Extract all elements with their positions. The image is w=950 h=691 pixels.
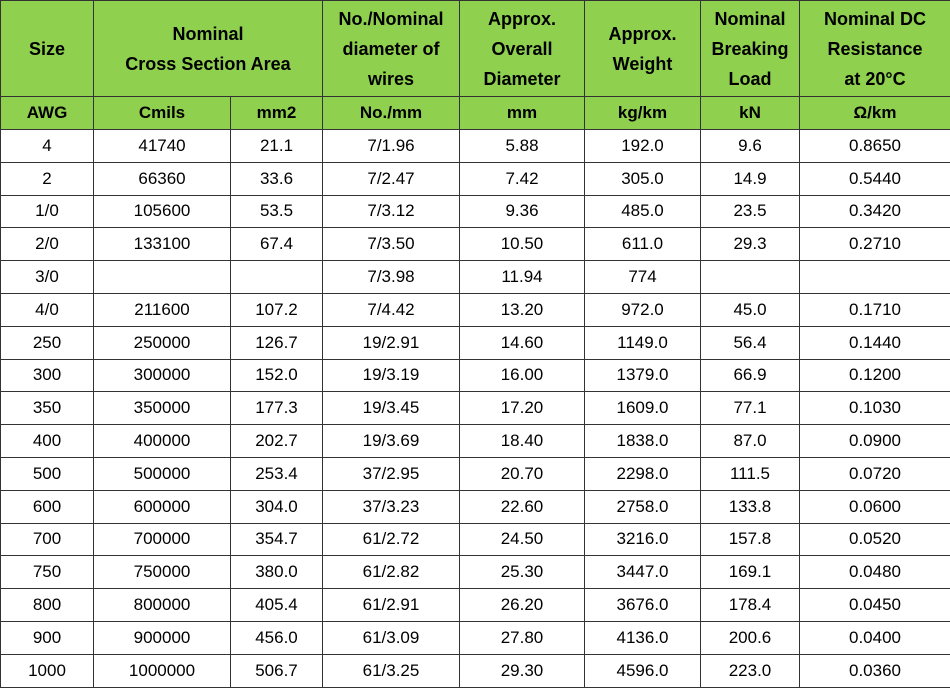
diameter-cell: 29.30 bbox=[460, 654, 585, 687]
size-cell: 600 bbox=[1, 490, 94, 523]
weight-cell: 1838.0 bbox=[585, 425, 701, 458]
table-row bbox=[1, 589, 950, 622]
resistance-cell: 0.1440 bbox=[800, 326, 950, 359]
mm2-cell: 67.4 bbox=[231, 228, 323, 261]
header-wires-line: wires bbox=[367, 68, 415, 89]
cmils-cell: 133100 bbox=[94, 228, 231, 261]
unit-mm: mm bbox=[460, 97, 585, 130]
wires-cell: 7/3.12 bbox=[323, 195, 460, 228]
diameter-cell: 17.20 bbox=[460, 392, 585, 425]
unit-kg-km: kg/km bbox=[585, 97, 701, 130]
mm2-cell: 33.6 bbox=[231, 162, 323, 195]
breaking-load-cell: 223.0 bbox=[701, 654, 800, 687]
mm2-cell: 126.7 bbox=[231, 326, 323, 359]
wires-cell: 37/3.23 bbox=[323, 490, 460, 523]
table-row bbox=[1, 195, 950, 228]
header-diameter-line: Overall bbox=[491, 38, 553, 59]
unit-kn: kN bbox=[701, 97, 800, 130]
resistance-cell: 0.0720 bbox=[800, 457, 950, 490]
header-row-units bbox=[1, 97, 950, 130]
resistance-cell: 0.0400 bbox=[800, 621, 950, 654]
size-cell: 1000 bbox=[1, 654, 94, 687]
header-cross-section bbox=[94, 1, 323, 97]
header-row-titles bbox=[1, 1, 950, 97]
size-cell: 300 bbox=[1, 359, 94, 392]
cmils-cell: 700000 bbox=[94, 523, 231, 556]
mm2-cell: 380.0 bbox=[231, 556, 323, 589]
resistance-cell: 0.1030 bbox=[800, 392, 950, 425]
header-breaking-line: Load bbox=[728, 68, 772, 89]
weight-cell: 1609.0 bbox=[585, 392, 701, 425]
weight-cell: 1379.0 bbox=[585, 359, 701, 392]
header-weight bbox=[585, 1, 701, 97]
weight-cell: 305.0 bbox=[585, 162, 701, 195]
table-row bbox=[1, 392, 950, 425]
resistance-cell bbox=[800, 261, 950, 294]
diameter-cell: 11.94 bbox=[460, 261, 585, 294]
breaking-load-cell: 200.6 bbox=[701, 621, 800, 654]
wires-cell: 7/2.47 bbox=[323, 162, 460, 195]
resistance-cell: 0.0520 bbox=[800, 523, 950, 556]
size-cell: 2 bbox=[1, 162, 94, 195]
table-row bbox=[1, 162, 950, 195]
breaking-load-cell: 45.0 bbox=[701, 293, 800, 326]
wires-cell: 61/2.82 bbox=[323, 556, 460, 589]
header-wires bbox=[323, 1, 460, 97]
cmils-cell: 105600 bbox=[94, 195, 231, 228]
mm2-cell: 304.0 bbox=[231, 490, 323, 523]
diameter-cell: 26.20 bbox=[460, 589, 585, 622]
cmils-cell: 250000 bbox=[94, 326, 231, 359]
diameter-cell: 27.80 bbox=[460, 621, 585, 654]
resistance-cell: 0.0480 bbox=[800, 556, 950, 589]
diameter-cell: 10.50 bbox=[460, 228, 585, 261]
table-row bbox=[1, 654, 950, 687]
resistance-cell: 0.5440 bbox=[800, 162, 950, 195]
header-wires-line: No./Nominal bbox=[338, 8, 444, 29]
breaking-load-cell: 29.3 bbox=[701, 228, 800, 261]
diameter-cell: 13.20 bbox=[460, 293, 585, 326]
weight-cell: 485.0 bbox=[585, 195, 701, 228]
breaking-load-cell: 77.1 bbox=[701, 392, 800, 425]
diameter-cell: 5.88 bbox=[460, 130, 585, 163]
resistance-cell: 0.3420 bbox=[800, 195, 950, 228]
header-breaking-line: Nominal bbox=[714, 8, 786, 29]
header-resistance-line: at 20°C bbox=[844, 68, 906, 89]
header-diameter-line: Diameter bbox=[483, 68, 561, 89]
cmils-cell: 400000 bbox=[94, 425, 231, 458]
resistance-cell: 0.0600 bbox=[800, 490, 950, 523]
weight-cell: 774 bbox=[585, 261, 701, 294]
mm2-cell: 354.7 bbox=[231, 523, 323, 556]
size-cell: 800 bbox=[1, 589, 94, 622]
wires-cell: 7/1.96 bbox=[323, 130, 460, 163]
table-row bbox=[1, 359, 950, 392]
table-row bbox=[1, 326, 950, 359]
header-diameter-line: Approx. bbox=[487, 8, 556, 29]
wires-cell: 61/3.25 bbox=[323, 654, 460, 687]
resistance-cell: 0.1200 bbox=[800, 359, 950, 392]
header-resistance-line: Resistance bbox=[827, 38, 923, 59]
breaking-load-cell: 66.9 bbox=[701, 359, 800, 392]
mm2-cell: 456.0 bbox=[231, 621, 323, 654]
weight-cell: 1149.0 bbox=[585, 326, 701, 359]
breaking-load-cell: 23.5 bbox=[701, 195, 800, 228]
mm2-cell: 53.5 bbox=[231, 195, 323, 228]
header-breaking-load bbox=[701, 1, 800, 97]
weight-cell: 4596.0 bbox=[585, 654, 701, 687]
table-row bbox=[1, 490, 950, 523]
unit-awg: AWG bbox=[1, 97, 94, 130]
wires-cell: 19/2.91 bbox=[323, 326, 460, 359]
breaking-load-cell: 133.8 bbox=[701, 490, 800, 523]
table-row bbox=[1, 293, 950, 326]
header-breaking-line: Breaking bbox=[711, 38, 789, 59]
weight-cell: 192.0 bbox=[585, 130, 701, 163]
resistance-cell: 0.8650 bbox=[800, 130, 950, 163]
table-row bbox=[1, 130, 950, 163]
weight-cell: 611.0 bbox=[585, 228, 701, 261]
header-wires-line: diameter of bbox=[342, 38, 440, 59]
table-body bbox=[1, 130, 950, 688]
size-cell: 2/0 bbox=[1, 228, 94, 261]
size-cell: 3/0 bbox=[1, 261, 94, 294]
diameter-cell: 22.60 bbox=[460, 490, 585, 523]
size-cell: 1/0 bbox=[1, 195, 94, 228]
size-cell: 900 bbox=[1, 621, 94, 654]
breaking-load-cell: 169.1 bbox=[701, 556, 800, 589]
unit-mm2: mm2 bbox=[231, 97, 323, 130]
wires-cell: 7/4.42 bbox=[323, 293, 460, 326]
size-cell: 4 bbox=[1, 130, 94, 163]
breaking-load-cell: 9.6 bbox=[701, 130, 800, 163]
table-row bbox=[1, 261, 950, 294]
header-weight-line: Weight bbox=[612, 53, 673, 74]
weight-cell: 3447.0 bbox=[585, 556, 701, 589]
wires-cell: 19/3.69 bbox=[323, 425, 460, 458]
wires-cell: 7/3.98 bbox=[323, 261, 460, 294]
cmils-cell: 1000000 bbox=[94, 654, 231, 687]
breaking-load-cell: 111.5 bbox=[701, 457, 800, 490]
cmils-cell: 350000 bbox=[94, 392, 231, 425]
breaking-load-cell: 178.4 bbox=[701, 589, 800, 622]
mm2-cell: 177.3 bbox=[231, 392, 323, 425]
breaking-load-cell: 56.4 bbox=[701, 326, 800, 359]
table-row bbox=[1, 621, 950, 654]
size-cell: 250 bbox=[1, 326, 94, 359]
mm2-cell: 506.7 bbox=[231, 654, 323, 687]
weight-cell: 972.0 bbox=[585, 293, 701, 326]
table-row bbox=[1, 523, 950, 556]
resistance-cell: 0.0900 bbox=[800, 425, 950, 458]
diameter-cell: 7.42 bbox=[460, 162, 585, 195]
header-resistance bbox=[800, 1, 950, 97]
cmils-cell: 900000 bbox=[94, 621, 231, 654]
resistance-cell: 0.0360 bbox=[800, 654, 950, 687]
cmils-cell: 750000 bbox=[94, 556, 231, 589]
resistance-cell: 0.0450 bbox=[800, 589, 950, 622]
table-row bbox=[1, 556, 950, 589]
breaking-load-cell bbox=[701, 261, 800, 294]
breaking-load-cell: 87.0 bbox=[701, 425, 800, 458]
header-size: Size bbox=[1, 1, 94, 97]
size-cell: 500 bbox=[1, 457, 94, 490]
size-cell: 750 bbox=[1, 556, 94, 589]
wires-cell: 61/2.91 bbox=[323, 589, 460, 622]
size-cell: 700 bbox=[1, 523, 94, 556]
mm2-cell: 152.0 bbox=[231, 359, 323, 392]
size-cell: 400 bbox=[1, 425, 94, 458]
cmils-cell: 211600 bbox=[94, 293, 231, 326]
cmils-cell: 500000 bbox=[94, 457, 231, 490]
header-weight-line: Approx. bbox=[608, 23, 677, 44]
cmils-cell: 300000 bbox=[94, 359, 231, 392]
wires-cell: 37/2.95 bbox=[323, 457, 460, 490]
cmils-cell: 66360 bbox=[94, 162, 231, 195]
weight-cell: 4136.0 bbox=[585, 621, 701, 654]
unit-ohm-km: Ω/km bbox=[800, 97, 950, 130]
mm2-cell: 253.4 bbox=[231, 457, 323, 490]
mm2-cell: 405.4 bbox=[231, 589, 323, 622]
cmils-cell: 800000 bbox=[94, 589, 231, 622]
diameter-cell: 20.70 bbox=[460, 457, 585, 490]
diameter-cell: 9.36 bbox=[460, 195, 585, 228]
table-row bbox=[1, 228, 950, 261]
wires-cell: 19/3.45 bbox=[323, 392, 460, 425]
mm2-cell: 107.2 bbox=[231, 293, 323, 326]
header-resistance-line: Nominal DC bbox=[823, 8, 926, 29]
mm2-cell bbox=[231, 261, 323, 294]
diameter-cell: 18.40 bbox=[460, 425, 585, 458]
diameter-cell: 14.60 bbox=[460, 326, 585, 359]
resistance-cell: 0.2710 bbox=[800, 228, 950, 261]
header-diameter bbox=[460, 1, 585, 97]
size-cell: 4/0 bbox=[1, 293, 94, 326]
diameter-cell: 25.30 bbox=[460, 556, 585, 589]
weight-cell: 3216.0 bbox=[585, 523, 701, 556]
unit-cmils: Cmils bbox=[94, 97, 231, 130]
cmils-cell: 41740 bbox=[94, 130, 231, 163]
wires-cell: 19/3.19 bbox=[323, 359, 460, 392]
wires-cell: 61/3.09 bbox=[323, 621, 460, 654]
mm2-cell: 21.1 bbox=[231, 130, 323, 163]
header-cross-section-line: Nominal bbox=[172, 23, 244, 44]
wires-cell: 61/2.72 bbox=[323, 523, 460, 556]
weight-cell: 2758.0 bbox=[585, 490, 701, 523]
diameter-cell: 16.00 bbox=[460, 359, 585, 392]
weight-cell: 3676.0 bbox=[585, 589, 701, 622]
breaking-load-cell: 157.8 bbox=[701, 523, 800, 556]
breaking-load-cell: 14.9 bbox=[701, 162, 800, 195]
mm2-cell: 202.7 bbox=[231, 425, 323, 458]
resistance-cell: 0.1710 bbox=[800, 293, 950, 326]
size-cell: 350 bbox=[1, 392, 94, 425]
diameter-cell: 24.50 bbox=[460, 523, 585, 556]
table-row bbox=[1, 425, 950, 458]
table-row bbox=[1, 457, 950, 490]
weight-cell: 2298.0 bbox=[585, 457, 701, 490]
cmils-cell: 600000 bbox=[94, 490, 231, 523]
header-cross-section-line: Cross Section Area bbox=[125, 53, 291, 74]
wires-cell: 7/3.50 bbox=[323, 228, 460, 261]
cmils-cell bbox=[94, 261, 231, 294]
table-header bbox=[1, 1, 950, 130]
unit-no-mm: No./mm bbox=[323, 97, 460, 130]
